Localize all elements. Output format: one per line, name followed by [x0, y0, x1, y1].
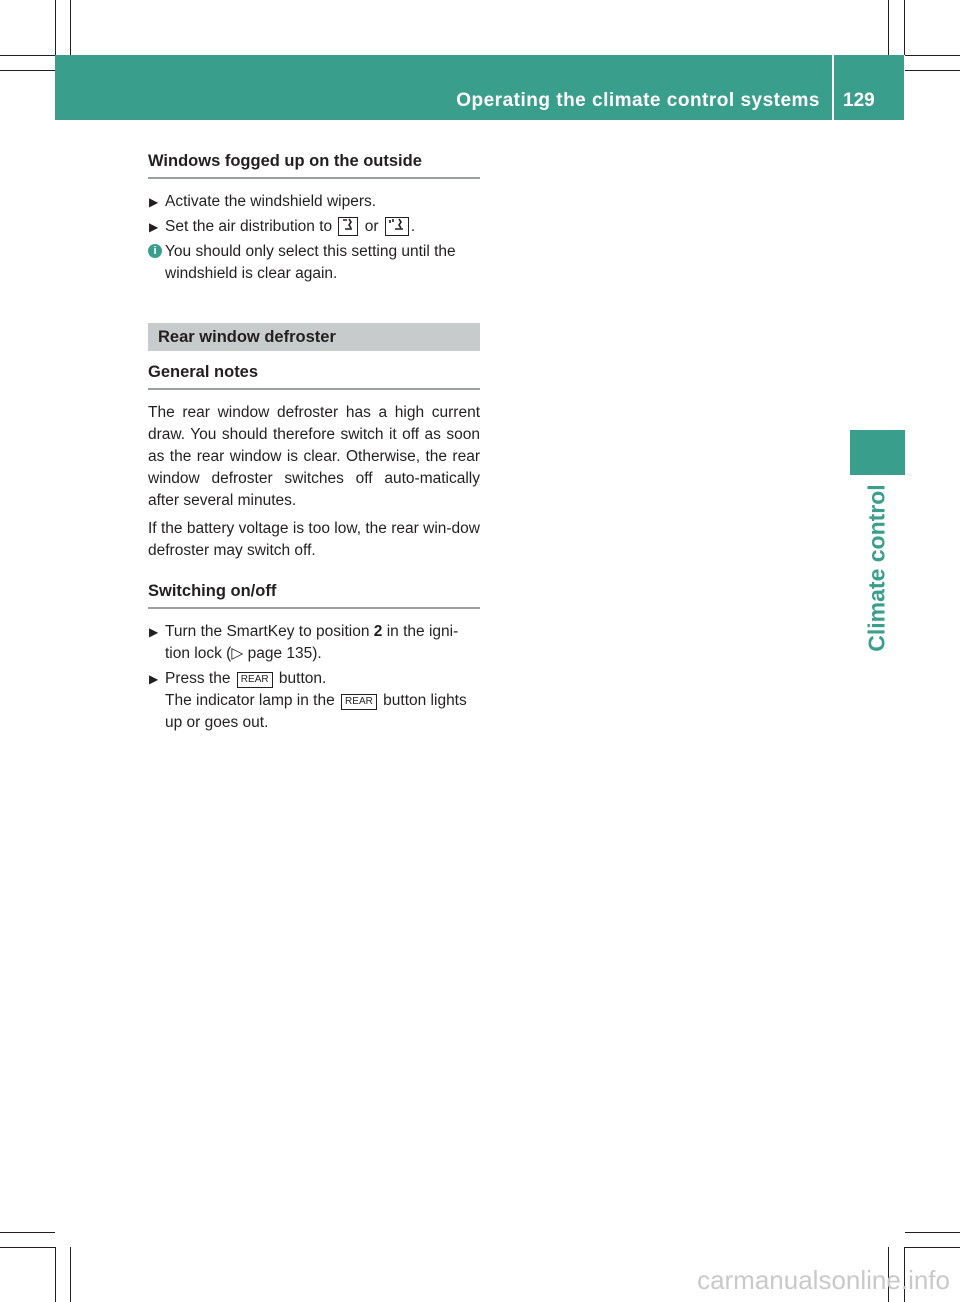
step-text: or — [364, 218, 379, 235]
crop-mark — [70, 0, 71, 55]
position-number: 2 — [373, 623, 383, 640]
page-ref-icon: ▷ — [231, 645, 244, 662]
step-text: in the igni-tion lock ( — [165, 623, 459, 662]
crop-mark — [70, 1247, 71, 1302]
paragraph: The rear window defroster has a high current draw. You should therefore switch it off as soon as the rear window is clear. Otherwise, the rear window defroster switches off auto-matically after several minutes. — [148, 404, 480, 509]
crop-mark — [905, 70, 960, 71]
step-item — [148, 668, 480, 734]
page-reference-link[interactable]: page 135 — [247, 645, 313, 662]
paragraph: If the battery voltage is too low, the rear win-dow defroster may switch off. — [148, 520, 480, 559]
step-text: Turn the SmartKey to position — [165, 623, 370, 640]
header-divider — [832, 55, 834, 120]
arrow-icon: ▶ — [149, 625, 159, 639]
crop-mark — [0, 70, 55, 71]
step-text: Press the — [165, 670, 231, 687]
rear-defroster-icon: REAR — [237, 672, 273, 688]
windshield-air-icon — [338, 217, 358, 236]
crop-mark — [55, 1247, 56, 1302]
rear-defroster-icon: REAR — [341, 694, 377, 710]
crop-mark — [905, 55, 960, 56]
result-text: button lights up or goes out. — [165, 692, 467, 731]
section-title: Rear window defroster — [148, 323, 480, 351]
crop-mark — [905, 1247, 960, 1248]
watermark: carmanualsonline.info — [697, 1265, 950, 1295]
crop-mark — [904, 0, 905, 55]
section-heading: General notes — [148, 361, 480, 390]
step-text: ). — [312, 645, 322, 662]
info-icon: i — [148, 244, 162, 258]
page-title: Operating the climate control systems — [456, 90, 820, 111]
info-note — [148, 241, 480, 285]
main-content — [148, 150, 480, 737]
step-item — [148, 191, 480, 213]
crop-mark — [888, 0, 889, 55]
step-text: Activate the windshield wipers. — [165, 193, 377, 210]
arrow-icon: ▶ — [149, 672, 159, 686]
section-heading: Switching on/off — [148, 580, 480, 609]
page-number: 129 — [843, 90, 875, 111]
info-text: You should only select this setting until the windshield is clear again. — [165, 243, 456, 282]
arrow-icon: ▶ — [149, 220, 159, 234]
crop-mark — [905, 1232, 960, 1233]
arrow-icon: ▶ — [149, 195, 159, 209]
step-text: button. — [278, 670, 327, 687]
chapter-label: Climate control — [863, 484, 890, 652]
result-text: The indicator lamp in the — [165, 692, 335, 709]
step-item — [148, 216, 480, 238]
step-text: . — [410, 218, 416, 235]
crop-mark — [0, 1247, 55, 1248]
crop-mark — [0, 1232, 55, 1233]
step-item — [148, 621, 480, 665]
chapter-tab — [850, 430, 905, 475]
section-heading: Windows fogged up on the outside — [148, 150, 480, 179]
crop-mark — [55, 0, 56, 55]
windshield-footwell-air-icon — [385, 217, 409, 236]
step-text: Set the air distribution to — [165, 218, 333, 235]
crop-mark — [0, 55, 55, 56]
